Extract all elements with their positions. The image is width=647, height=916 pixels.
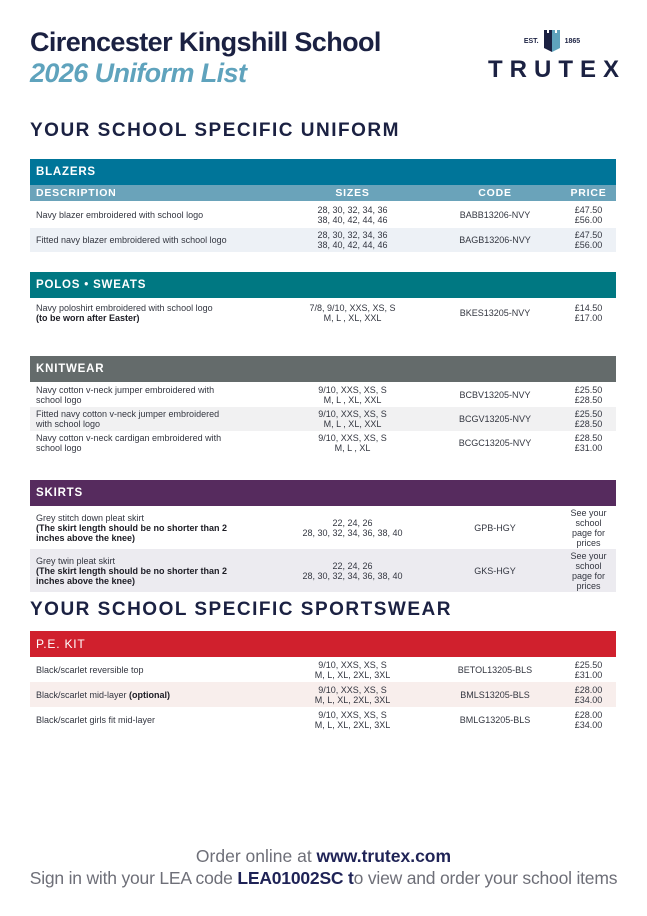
table-title: SKIRTS (30, 480, 616, 506)
item-description: Fitted navy blazer embroidered with school logo (36, 235, 227, 245)
item-description: Grey twin pleat skirt (The skirt length should be no shorter than 2 inches above the knee) (36, 555, 228, 586)
table-title: POLOS • SWEATS (30, 272, 616, 298)
item-code: BETOL13205-BLS (457, 664, 533, 675)
item-price: £25.50 £28.50 (574, 384, 603, 405)
trutex-website-link[interactable]: www.trutex.com (316, 846, 452, 866)
column-header-code: CODE (478, 187, 512, 199)
trutex-logo (482, 30, 626, 86)
logo-wordmark: TRUTEX (488, 56, 626, 83)
pe-kit-table (30, 631, 616, 732)
item-sizes: 7/8, 9/10, XXS, XS, S M, L , XL, XXL (309, 303, 396, 323)
polos-sweats-table (30, 272, 616, 328)
lea-code-line: Sign in with your LEA code LEA01002SC to view and order your school items (29, 868, 618, 888)
table-row (30, 228, 616, 252)
item-sizes: 9/10, XXS, XS, S M, L, XL, 2XL, 3XL (314, 684, 391, 705)
table-row (30, 201, 616, 228)
logo-year-label: 1865 (564, 37, 581, 45)
table-row (30, 506, 616, 549)
lea-code: LEA01002SC (237, 868, 344, 888)
table-row (30, 298, 616, 328)
item-description: Navy poloshirt embroidered with school logo (to be worn after Easter) (36, 303, 213, 323)
item-description: Navy blazer embroidered with school logo (36, 209, 204, 220)
column-header-price: PRICE (570, 187, 607, 199)
item-description: Fitted navy cotton v-neck jumper embroidered with school logo (36, 409, 220, 429)
item-sizes: 28, 30, 32, 34, 36 38, 40, 42, 44, 46 (317, 230, 388, 250)
column-header-description: DESCRIPTION (36, 187, 117, 199)
item-code: BMLG13205-BLS (459, 714, 531, 725)
item-code: BAGB13206-NVY (459, 235, 531, 245)
order-footer (0, 845, 647, 889)
item-description: Black/scarlet mid-layer (optional) (36, 689, 171, 700)
skirts-table (30, 480, 616, 592)
item-description: Black/scarlet reversible top (36, 664, 144, 675)
blazers-table (30, 159, 616, 252)
school-name: Cirencester Kingshill School (30, 27, 381, 57)
item-code: BCGC13205-NVY (458, 438, 532, 448)
castle-tower-icon (544, 30, 560, 52)
item-sizes: 22, 24, 26 28, 30, 32, 34, 36, 38, 40 (302, 560, 403, 581)
table-row (30, 431, 616, 455)
item-sizes: 28, 30, 32, 34, 36 38, 40, 42, 44, 46 (317, 204, 388, 225)
item-code: BABB13206-NVY (459, 209, 531, 220)
item-code: BMLS13205-BLS (460, 689, 530, 700)
item-price: £47.50 £56.00 (574, 204, 603, 225)
table-title: P.E. KIT (30, 631, 616, 657)
item-price: See your school page for prices (570, 507, 607, 548)
logo-est-label: EST. (523, 37, 539, 45)
item-code: BCBV13205-NVY (459, 389, 531, 400)
uniform-list-title: 2026 Uniform List (30, 58, 247, 88)
item-price: £14.50 £17.00 (574, 303, 603, 323)
table-row (30, 382, 616, 407)
item-price: £47.50 £56.00 (574, 230, 603, 250)
item-code: BCGV13205-NVY (458, 414, 532, 424)
table-row (30, 549, 616, 592)
item-code: BKES13205-NVY (459, 308, 531, 318)
item-price: £28.50 £31.00 (574, 433, 603, 453)
table-row (30, 407, 616, 431)
item-sizes: 9/10, XXS, XS, S M, L, XL, 2XL, 3XL (314, 659, 391, 680)
table-row (30, 657, 616, 682)
item-sizes: 22, 24, 26 28, 30, 32, 34, 36, 38, 40 (302, 517, 403, 538)
table-title: BLAZERS (30, 159, 616, 185)
item-description: Black/scarlet girls fit mid-layer (36, 714, 156, 725)
order-online-line: Order online at www.trutex.com (195, 846, 452, 866)
item-price: £28.00 £34.00 (574, 709, 603, 730)
item-price: £25.50 £28.50 (574, 409, 603, 429)
item-price: See your school page for prices (570, 550, 607, 591)
item-sizes: 9/10, XXS, XS, S M, L , XL, XXL (318, 384, 387, 405)
uniform-section-heading: YOUR SCHOOL SPECIFIC UNIFORM (30, 120, 400, 141)
item-price: £28.00 £34.00 (574, 684, 603, 705)
table-row (30, 682, 616, 707)
table-row (30, 707, 616, 732)
column-headers (30, 185, 616, 201)
item-description: Navy cotton v-neck jumper embroidered with school logo (36, 384, 215, 405)
knitwear-table (30, 356, 616, 455)
item-code: GKS-HGY (474, 565, 516, 576)
column-header-sizes: SIZES (335, 187, 370, 199)
item-description: Navy cotton v-neck cardigan embroidered with school logo (36, 433, 222, 453)
item-description: Grey stitch down pleat skirt (The skirt length should be no shorter than 2 inches above the knee) (36, 512, 228, 543)
item-sizes: 9/10, XXS, XS, S M, L , XL (318, 433, 387, 453)
item-price: £25.50 £31.00 (574, 659, 603, 680)
table-title: KNITWEAR (30, 356, 616, 382)
sportswear-section-heading: YOUR SCHOOL SPECIFIC SPORTSWEAR (30, 599, 452, 620)
item-sizes: 9/10, XXS, XS, S M, L , XL, XXL (318, 409, 387, 429)
item-sizes: 9/10, XXS, XS, S M, L, XL, 2XL, 3XL (314, 709, 391, 730)
item-code: GPB-HGY (474, 522, 516, 533)
